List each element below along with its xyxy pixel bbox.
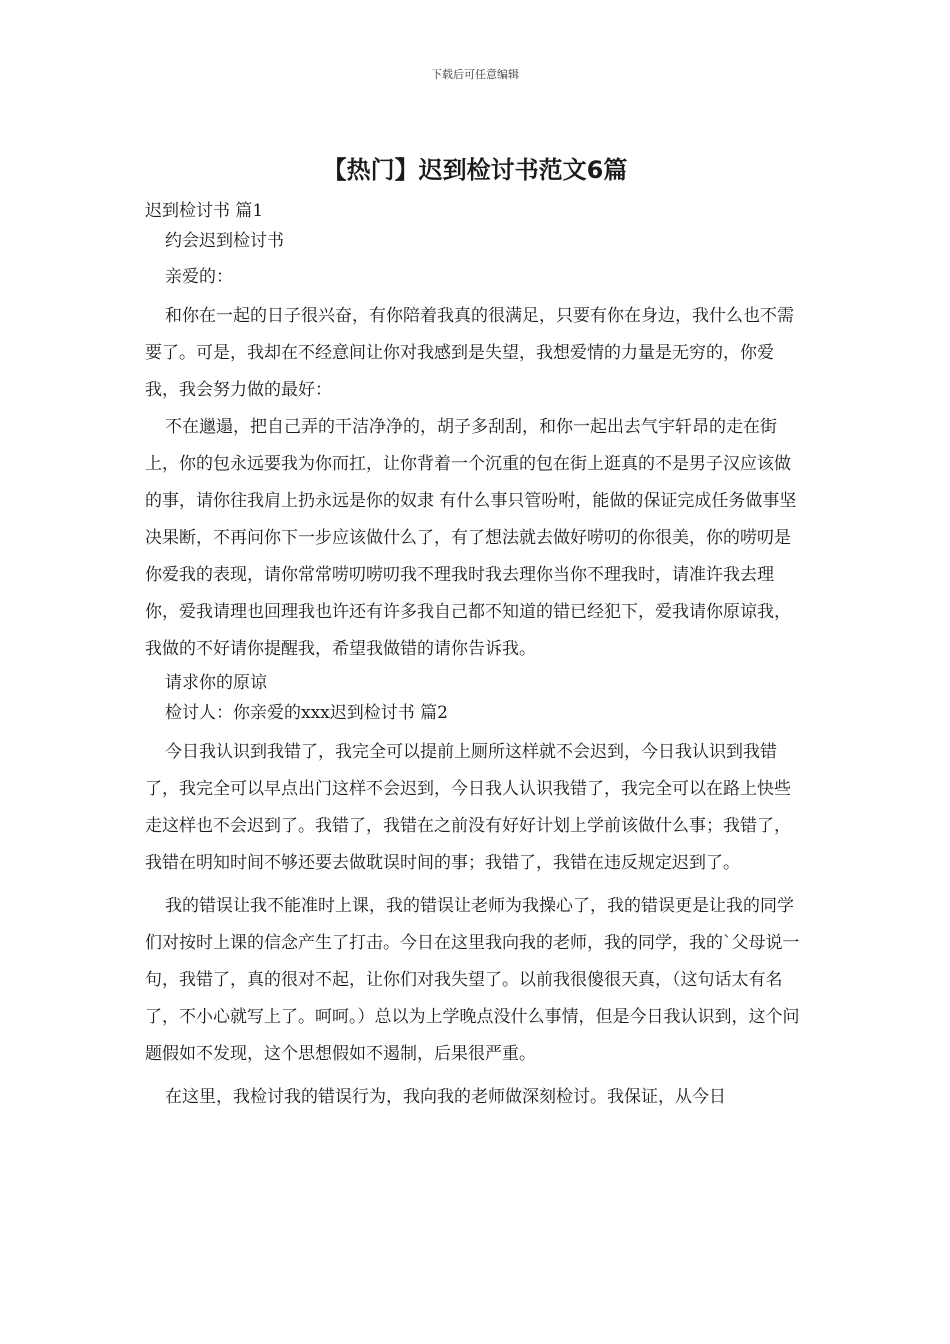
header-note: 下载后可任意编辑 bbox=[431, 68, 519, 81]
closing-line: 请求你的原谅 bbox=[165, 673, 267, 693]
signature-and-section-heading: 检讨人：你亲爱的xxx迟到检讨书 篇2 bbox=[165, 703, 448, 723]
paragraph: 和你在一起的日子很兴奋，有你陪着我真的很满足，只要有你在身边，我什么也不需要了。可是，我却在不经意间让你对我感到是失望，我想爱情的力量是无穷的，你爱我，我会努力做的最好： bbox=[145, 306, 794, 400]
letter-subtitle: 约会迟到检讨书 bbox=[165, 231, 284, 251]
document-body bbox=[145, 196, 807, 1116]
paragraph: 今日我认识到我错了，我完全可以提前上厕所这样就不会迟到，今日我认识到我错了，我完全可以早点出门这样不会迟到，今日我人认识我错了，我完全可以在路上快些走这样也不会迟到了。我错了，我错在之前没有好好计划上学前该做什么事；我错了，我错在明知时间不够还要去做耽误时间的事；我错了，我错在违反规定迟到了。 bbox=[145, 742, 791, 873]
paragraph: 我的错误让我不能准时上课，我的错误让老师为我操心了，我的错误更是让我的同学们对按时上课的信念产生了打击。今日在这里我向我的老师，我的同学，我的`父母说一句，我错了，真的很对不起，让你们对我失望了。以前我很傻很天真，（这句话太有名了，不小心就写上了。呵呵。）总以为上学晚点没什么事情，但是今日我认识到，这个问题假如不发现，这个思想假如不遏制，后果很严重。 bbox=[145, 896, 800, 1064]
document-title: 【热门】迟到检讨书范文6篇 bbox=[322, 156, 628, 184]
paragraph: 在这里，我检讨我的错误行为，我向我的老师做深刻检讨。我保证，从今日 bbox=[165, 1087, 726, 1107]
section-heading: 迟到检讨书 篇1 bbox=[145, 201, 264, 221]
salutation: 亲爱的： bbox=[165, 267, 233, 287]
paragraph: 不在邋遢，把自己弄的干洁净净的，胡子多刮刮，和你一起出去气宇轩昂的走在街上，你的包永远要我为你而扛，让你背着一个沉重的包在街上逛真的不是男子汉应该做的事，请你往我肩上扔永远是你的奴隶 有什么事只管吩咐，能做的保证完成任务做事坚决果断，不再问你下一步应该做什么了，有了想法就去做好唠叨的你很美，你的唠叨是你爱我的表现，请你常常唠叨唠叨我不理我时我去理你当你不理我时，请准许我去理你，爱我请理也回理我也许还有许多我自己都不知道的错已经犯下，爱我请你原谅我，我做的不好请你提醒我，希望我做错的请你告诉我。 bbox=[145, 417, 797, 659]
